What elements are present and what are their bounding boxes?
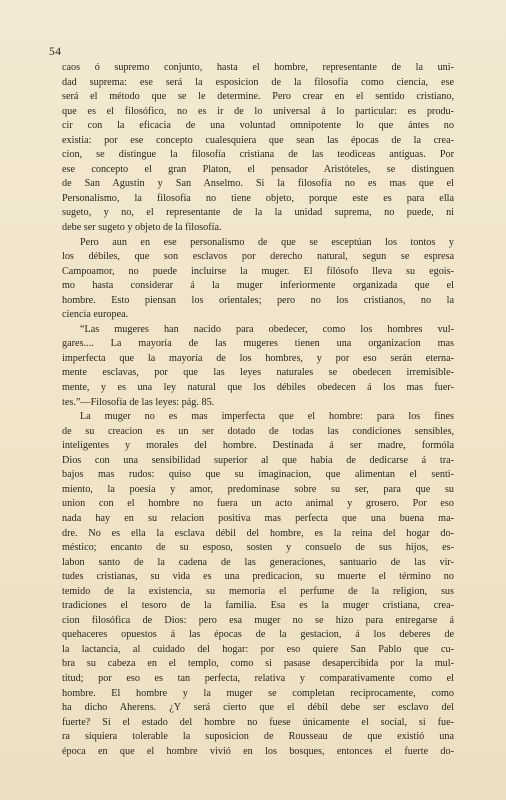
text-line: de San Agustin y San Anselmo. Si la filosofía no es mas que el <box>62 178 454 190</box>
page-number: 54 <box>49 46 62 58</box>
text-line: debe ser sugeto y objeto de la filosofía. <box>62 222 222 234</box>
text-line: dre. No es ella la esclava débil del hombre, es la reina del hogar do- <box>62 527 454 539</box>
text-line: union con el hombre no fuera un acto animal y grosero. Por eso <box>62 498 454 510</box>
text-line: mo hasta considerar á la muger inferiormente organizada que el <box>62 280 454 292</box>
text-line: temido de la existencia, su memoria el perfume de la religion, sus <box>62 585 454 597</box>
text-line: los débiles, que son esclavos por derecho natural, segun se espresa <box>62 251 454 263</box>
text-line: de su creacion es un ser dotado de todas las condiciones sensibles, <box>62 425 454 437</box>
text-line: será el método que se le determine. Pero crear en el sentido cristiano, <box>62 91 454 103</box>
text-line: Campoamor, no puede incluirse la muger. El filósofo lleva su egois- <box>62 265 454 277</box>
text-line: titud; por eso es tan perfecta, relativa y comparativamente como el <box>62 672 454 684</box>
text-line: Personalismo, la filosofía no tiene objeto, porque este es para ella <box>62 192 454 204</box>
text-line: la lactancia, al cuidado del hogar: por eso quiere San Pablo que cu- <box>62 643 454 655</box>
text-line: tudes cristianas, su vida es una predicacion, su muerte el término no <box>62 571 454 583</box>
text-line: dad suprema: ese será la esposicion de la filosofía como ciencia, ese <box>62 76 454 88</box>
text-line: bajos mas rudos: quiso que su imaginacion, que alimentan el senti- <box>62 469 454 481</box>
text-line: inteligentes y morales del hombre. Destinada á ser madre, formóla <box>62 440 454 452</box>
text-line: tes.”—Filosofía de las leyes: pág. 85. <box>62 396 215 408</box>
text-line: hombre. El hombre y la muger se completan recíprocamente, como <box>62 687 454 699</box>
text-line: hombre. Esto piensan los orientales; pero no los cristianos, no la <box>62 294 454 306</box>
text-line: labon santo de la cadena de las generaciones, santuario de las vir- <box>62 556 454 568</box>
body-text <box>62 61 454 759</box>
text-line: La muger no es mas imperfecta que el hombre: para los fines <box>80 411 454 423</box>
text-line: existia: por ese concepto cualesquiera que sean las épocas de la crea- <box>62 134 454 146</box>
text-line: que es el filosófico, no es ir de lo universal á lo particular: es produ- <box>62 105 454 117</box>
text-line: ha dicho Aherens. ¿Y será cierto que el débil debe ser esclavo del <box>62 702 454 714</box>
text-line: ciencia europea. <box>62 309 129 321</box>
text-line: nada hay en su relacion positiva mas perfecta que una buena ma- <box>62 512 454 524</box>
text-line: mente esclavas, por que las leyes naturales se obedecen irremisible- <box>62 367 454 379</box>
text-line: imperfecta que la mayoría de los hombres, y por eso serán eterna- <box>62 352 454 364</box>
text-line: ese concepto el gran Platon, el pensador Aristóteles, se distinguen <box>62 163 454 175</box>
text-line: cion, se distingue la filosofía cristiana de las teodiceas antiguas. Por <box>62 149 454 161</box>
text-line: bra su cabeza en el templo, como si pasase desapercibida por la mul- <box>62 658 454 670</box>
text-line: tradiciones el tesoro de la familia. Esa es la muger cristiana, crea- <box>62 600 454 612</box>
text-line: gares.... La mayoría de las mugeres tienen una organizacion mas <box>62 338 454 350</box>
text-line: ra siquiera tolerable la suposicion de Rousseau de que existió una <box>62 731 454 743</box>
text-line: caos ó supremo conjunto, hasta el hombre, representante de la uni- <box>62 62 454 73</box>
text-line: cir con la eficacia de una voluntad omnipotente lo que ántes no <box>62 120 454 132</box>
text-line: mente, y es una ley natural que los débiles obedecen á los mas fuer- <box>62 382 454 394</box>
text-line: fuerte? Si el estado del hombre no fuese únicamente el social, si fue- <box>62 716 454 728</box>
text-line: quehaceres opuestos á las épocas de la gestacion, á los deberes de <box>62 629 454 641</box>
text-line: méstico; encanto de su esposo, sosten y consuelo de sus hijos, es- <box>62 542 454 554</box>
text-line: miento, la poesía y amor, predominase sobre su ser, para que su <box>62 483 454 495</box>
text-line: cion filosófica de Dios: pero esa muger no se hizo para entregarse á <box>62 614 454 626</box>
text-line: Dios con una sensibilidad superior al que habia de dedicarse á tra- <box>62 454 454 466</box>
text-line: época en que el hombre vivió en los bosques, entonces el fuerte do- <box>62 745 454 757</box>
text-line: sugeto, y no, el representante de la la unidad suprema, no puede, ni <box>62 207 454 219</box>
text-line: Pero aun en ese personalismo de que se esceptúan los tontos y <box>80 236 454 248</box>
text-line: “Las mugeres han nacido para obedecer, como los hombres vul- <box>80 323 454 335</box>
